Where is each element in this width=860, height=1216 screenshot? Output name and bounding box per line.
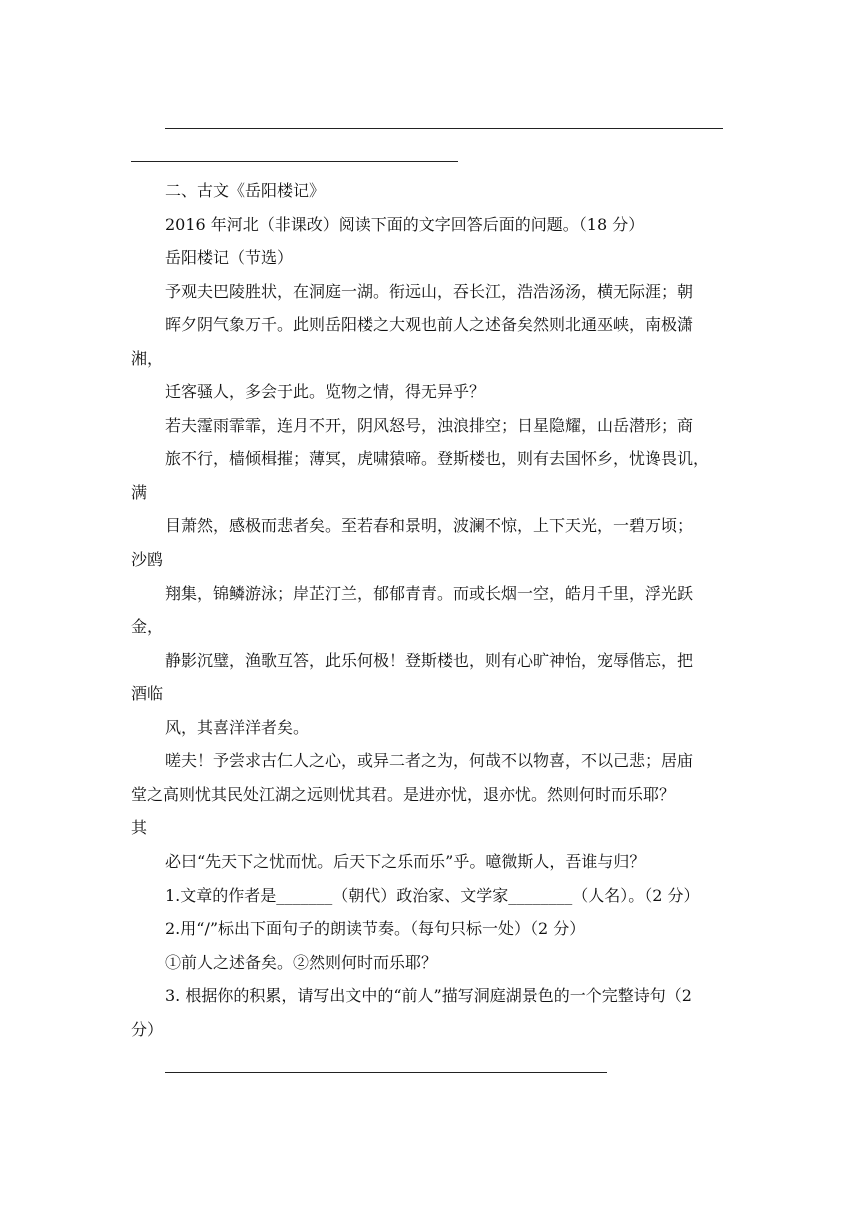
answer-line [165, 128, 723, 129]
passage-line: 必曰“先天下之忧而忧。后天下之乐而乐”乎。噫微斯人，吾谁与归？ [165, 852, 646, 871]
passage-line: 沙鸥 [131, 550, 164, 569]
passage-line: 翔集，锦鳞游泳；岸芷汀兰，郁郁青青。而或长烟一空，皓月千里，浮光跃 [165, 584, 694, 603]
question-3-continued: 分） [131, 1020, 164, 1039]
passage-line: 予观夫巴陵胜状，在洞庭一湖。衔远山，吞长江，浩浩汤汤，横无际涯；朝 [165, 282, 694, 301]
question-1: 1.文章的作者是_______（朝代）政治家、文学家________（人名）。（2 分） [165, 886, 700, 905]
passage-line: 湘， [131, 349, 164, 368]
passage-line: 酒临 [131, 684, 164, 703]
passage-line: 嗟夫！予尝求古仁人之心，或异二者之为，何哉不以物喜，不以己悲；居庙 [165, 751, 694, 770]
question-2-sentences: ①前人之述备矣。②然则何时而乐耶？ [165, 953, 438, 972]
section-title: 二、古文《岳阳楼记》 [165, 181, 326, 200]
question-3: 3. 根据你的积累，请写出文中的“前人”描写洞庭湖景色的一个完整诗句（2 [165, 986, 692, 1005]
passage-line: 其 [131, 818, 148, 837]
intro-text: 2016 年河北（非课改）阅读下面的文字回答后面的问题。（18 分） [165, 215, 645, 234]
answer-line [165, 1072, 607, 1073]
passage-line: 堂之高则忧其民处江湖之远则忧其君。是进亦忧，退亦忧。然则何时而乐耶？ [131, 785, 676, 804]
passage-line: 风，其喜洋洋者矣。 [165, 718, 310, 737]
question-2: 2.用“/”标出下面句子的朗读节奏。（每句只标一处）（2 分） [165, 919, 586, 938]
passage-line: 晖夕阴气象万千。此则岳阳楼之大观也前人之述备矣然则北通巫峡，南极潇 [165, 315, 694, 334]
passage-line: 旅不行，樯倾楫摧；薄冥，虎啸猿啼。登斯楼也，则有去国怀乡，忧谗畏讥， [165, 449, 710, 468]
passage-line: 满 [131, 483, 148, 502]
excerpt-title: 岳阳楼记（节选） [165, 248, 294, 267]
passage-line: 静影沉璧，渔歌互答，此乐何极！登斯楼也，则有心旷神怡，宠辱偕忘，把 [165, 651, 694, 670]
passage-line: 目萧然，感极而悲者矣。至若春和景明，波澜不惊，上下天光，一碧万顷； [165, 516, 694, 535]
answer-line [131, 161, 458, 162]
passage-line: 若夫霪雨霏霏，连月不开，阴风怒号，浊浪排空；日星隐耀，山岳潜形；商 [165, 416, 694, 435]
passage-line: 金， [131, 617, 164, 636]
passage-line: 迁客骚人，多会于此。览物之情，得无异乎？ [165, 382, 486, 401]
